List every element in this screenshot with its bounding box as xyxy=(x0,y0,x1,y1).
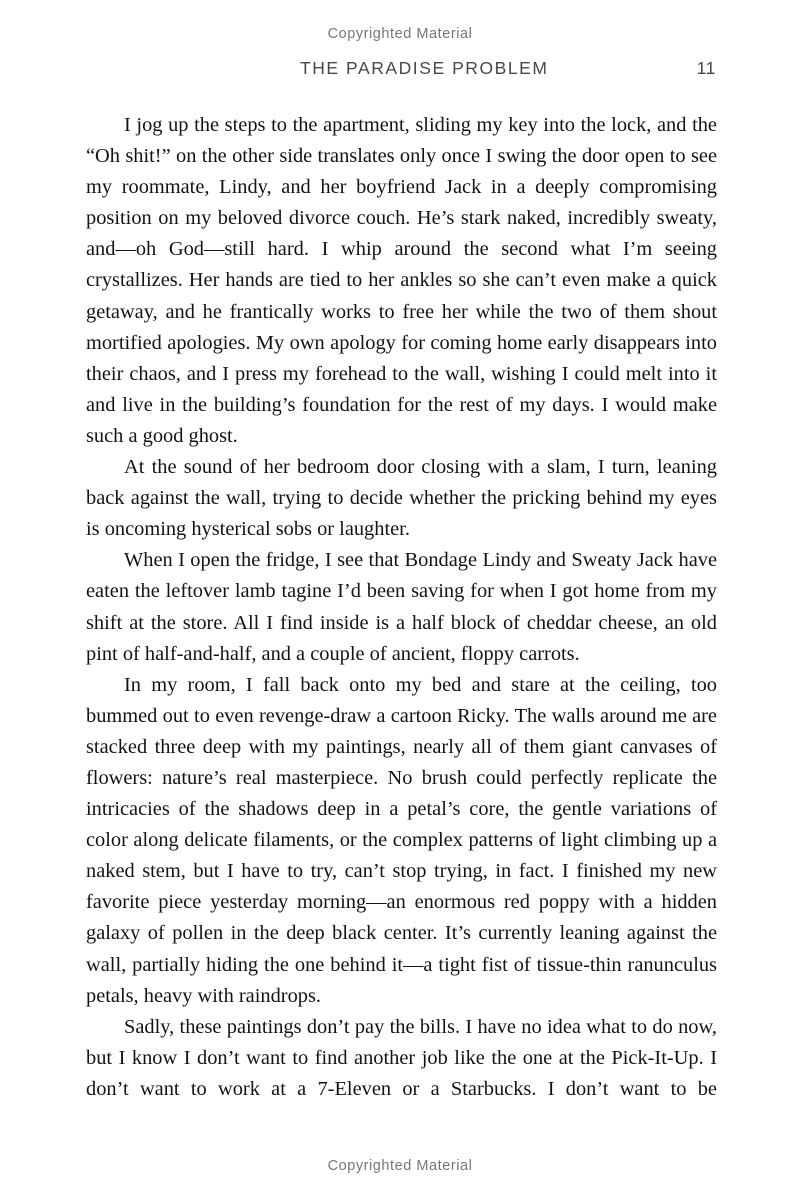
paragraph: I jog up the steps to the apartment, sliding my key into the lock, and the “Oh shit!” on the other side translates only once I swing the door open to see my roommate, Lindy, and her boyfriend Jack in a deeply compromising position on my beloved divorce couch. He’s stark naked, incredibly sweaty, and—oh God—still hard. I whip around the second what I’m seeing crystallizes. Her hands are tied to her ankles so she can’t even make a quick getaway, and he frantically works to free her while the two of them shout mortified apologies. My own apology for coming home early disappears into their chaos, and I press my forehead to the wall, wishing I could melt into it and live in the building’s foundation for the rest of my days. I would make such a good ghost. xyxy=(86,114,717,447)
paragraph: When I open the fridge, I see that Bondage Lindy and Sweaty Jack have eaten the leftover lamb tagine I’d been saving for when I got home from my shift at the store. All I find inside is a half block of cheddar cheese, an old pint of half-and-half, and a couple of ancient, floppy carrots. xyxy=(86,549,717,665)
running-title: THE PARADISE PROBLEM xyxy=(300,58,549,78)
running-head xyxy=(86,58,716,79)
watermark-bottom: Copyrighted Material xyxy=(327,1158,473,1174)
paragraph: Sadly, these paintings don’t pay the bills. I have no idea what to do now, but I know I don’t want to find another job like the one at the Pick-It-Up. I don’t want to work at a 7-Eleven or a Starbucks. I don’t want to be xyxy=(86,1015,717,1100)
watermark-top: Copyrighted Material xyxy=(327,26,473,42)
page-number: 11 xyxy=(696,58,716,78)
body-text xyxy=(86,110,717,1105)
paragraph: In my room, I fall back onto my bed and stare at the ceiling, too bummed out to even revenge-draw a cartoon Ricky. The walls around me are stacked three deep with my paintings, nearly all of them giant canvases of flowers: nature’s real masterpiece. No brush could perfectly replicate the intricacies of the shadows deep in a petal’s core, the gentle variations of color along delicate filaments, or the complex patterns of light climbing up a naked stem, but I have to try, can’t stop trying, in fact. I finished my new favorite piece yesterday morning—an enormous red poppy with a hidden galaxy of pollen in the deep black center. It’s currently leaning against the wall, partially hiding the one behind it—a tight fist of tissue-thin ranunculus petals, heavy with raindrops. xyxy=(86,673,717,1007)
paragraph: At the sound of her bedroom door closing with a slam, I turn, leaning back against the wall, trying to decide whether the pricking behind my eyes is oncoming hysterical sobs or laughter. xyxy=(86,456,717,541)
